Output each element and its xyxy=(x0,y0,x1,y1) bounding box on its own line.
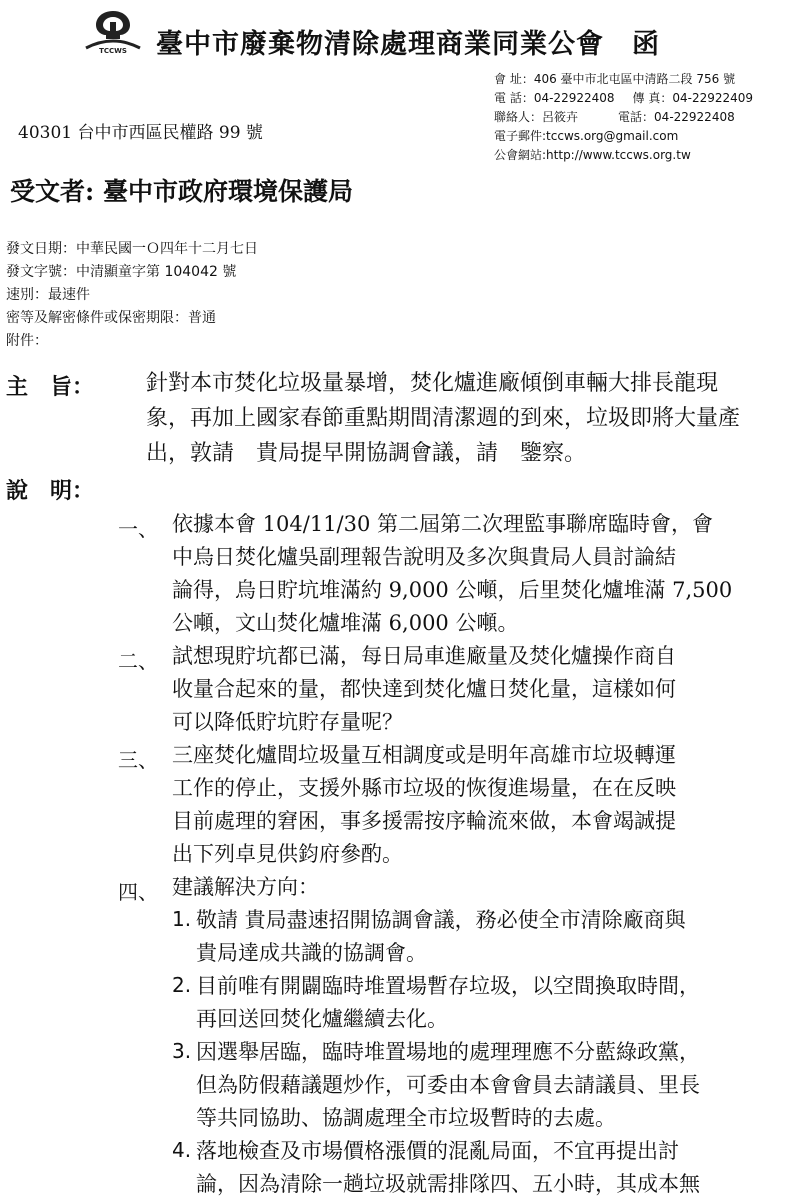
recipient-line xyxy=(10,172,353,208)
contact-block xyxy=(494,70,753,165)
item-3-number: 三、 xyxy=(118,748,158,772)
meta-security: 密等及解密條件或保密期限：普通 xyxy=(6,310,216,326)
item-1-text: 依據本會 104/11/30 第二屆第二次理監事聯席臨時會，會 中烏日焚化爐吳副理報告說明及多次與貴局人員討論結 論得，烏日貯坑堆滿約 9,000 公噸，后里焚化爐堆滿 7,500 公噸，文山焚化爐堆滿 6,000 公噸。 xyxy=(172,512,733,635)
subject-text: 針對本市焚化垃圾量暴增，焚化爐進廠傾倒車輛大排長龍現 象，再加上國家春節重點期間清潔週的到來，垃圾即將大量產 出，敦請 貴局提早開協調會議，請 鑒察。 xyxy=(146,371,741,466)
item-1-number: 一、 xyxy=(118,517,158,541)
subitem-4-number: 4. xyxy=(172,1138,192,1162)
meta-speed: 速別：最速件 xyxy=(6,287,90,303)
explanation-label: 說 明： xyxy=(6,478,95,504)
recipient-label: 受文者: xyxy=(10,177,95,206)
subitem-2-number: 2. xyxy=(172,973,192,997)
subject-label: 主 旨： xyxy=(6,374,95,400)
meta-doc-number: 發文字號：中清顯童字第 104042 號 xyxy=(6,264,237,280)
subitem-3-number: 3. xyxy=(172,1039,192,1063)
association-logo xyxy=(82,8,144,56)
meta-date: 發文日期：中華民國一Ｏ四年十二月七日 xyxy=(6,241,258,257)
item-3-text: 三座焚化爐間垃圾量互相調度或是明年高雄市垃圾轉運 工作的停止，支援外縣市垃圾的恢復進場量，在在反映 目前處理的窘困，事多援需按序輪流來做，本會竭誠提 出下列卓見供鈞府參酌。 xyxy=(172,743,676,866)
item-2-text: 試想現貯坑都已滿，每日局車進廠量及焚化爐操作商自 收量合起來的量，都快達到焚化爐日焚化量，這樣如何 可以降低貯坑貯存量呢？ xyxy=(172,644,676,734)
recipient-name: 臺中市政府環境保護局 xyxy=(102,177,353,206)
subitem-2-text: 目前唯有開闢臨時堆置場暫存垃圾，以空間換取時間， 再回送回焚化爐繼續去化。 xyxy=(196,974,700,1031)
item-4-number: 四、 xyxy=(118,880,158,904)
item-4-text: 建議解決方向： xyxy=(172,875,319,899)
subitem-3-text: 因選舉居臨，臨時堆置場地的處理理應不分藍綠政黨， 但為防假藉議題炒作，可委由本會會員去請議員、里長 等共同協助、協調處理全市垃圾暫時的去處。 xyxy=(196,1040,700,1130)
contact-website-row: 公會網站:http://www.tccws.org.tw xyxy=(494,148,691,162)
svg-text:TCCWS: TCCWS xyxy=(99,47,127,55)
organization-title: 臺中市廢棄物清除處理商業同業公會 函 xyxy=(156,29,660,60)
subitem-4-text: 落地檢查及市場價格漲價的混亂局面，不宜再提出討 論，因為清除一趟垃圾就需排隊四、五小時，其成本無 xyxy=(196,1139,700,1196)
meta-attachment: 附件： xyxy=(6,333,48,349)
recipient-address: 40301 台中市西區民權路 99 號 xyxy=(18,123,263,143)
contact-email-row: 電子郵件:tccws.org@gmail.com xyxy=(494,129,679,143)
contact-address-row: 會 址：406 臺中市北屯區中清路二段 756 號 xyxy=(494,72,736,86)
subitem-1-number: 1. xyxy=(172,907,192,931)
document-meta xyxy=(6,238,258,353)
contact-phone-row: 電 話：04-22922408 傳 真：04-22922409 xyxy=(494,91,754,105)
subitem-1-text: 敬請 貴局盡速招開協調會議，務必使全市清除廠商與 貴局達成共識的協調會。 xyxy=(196,908,686,965)
item-2-number: 二、 xyxy=(118,649,158,673)
contact-person-row: 聯絡人：呂筱卉 電話：04-22922408 xyxy=(494,110,735,124)
